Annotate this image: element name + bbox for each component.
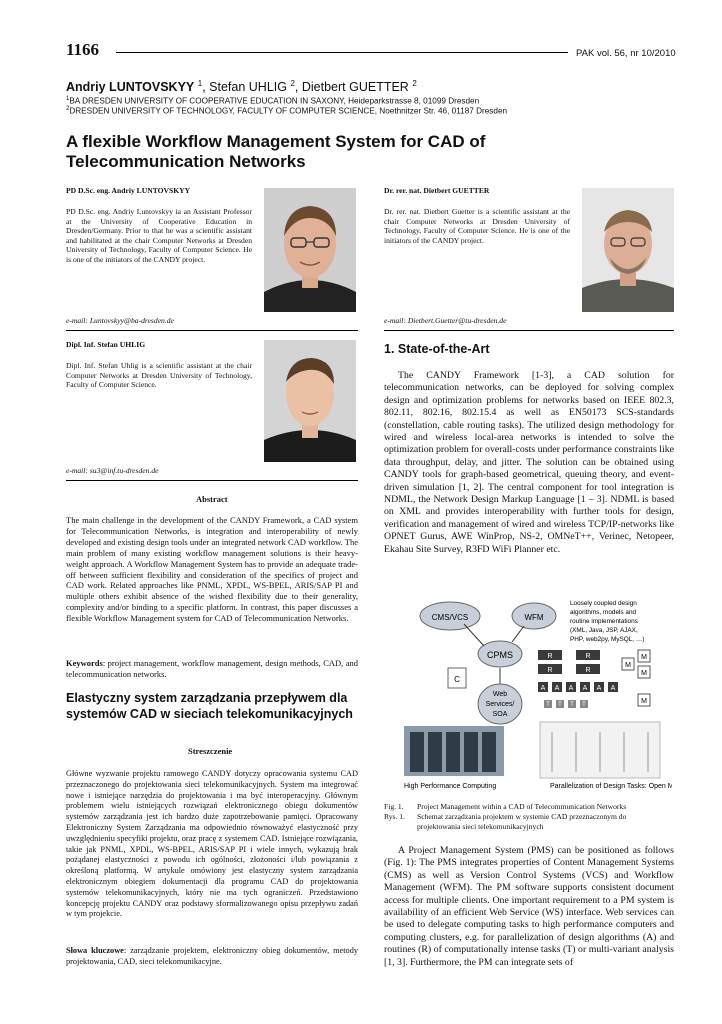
svg-text:A: A <box>610 685 616 692</box>
parallelization-diagram <box>540 722 660 778</box>
svg-text:Services/: Services/ <box>485 701 515 708</box>
svg-text:M: M <box>641 670 647 677</box>
svg-text:A: A <box>582 685 588 692</box>
bio-name-luntovskyy: PD D.Sc. eng. Andriy LUNTOVSKYY <box>66 186 191 195</box>
svg-text:M: M <box>625 662 631 669</box>
section-para-1: The CANDY Framework [1-3], a CAD solution for telecommunication networks, can be deployed for solving complex design and optimization problems for networks based on IEEE 802.3, 802.11, 802.16, 802.15.4 as well as EN50173 SCS-standards (constellation, cable routing tasks). The utilized design methodology for wired and wireless local-area networks is intended to solve the optimization problem for overall-costs under performance constraints like data throughput, delay, and jitter. The solution can be obtained using CANDY tools for graph-based geometrical, queuing theory, and event-driven simulation [1, 2]. The central component for tool integration is NDML, the Network Design Markup Language [1 – 3]. NDML is based on XML and provides interoperability with further tools for design, verification and management of wired and wireless TCP/IP-networks like OPNET Gurus, AWE WinProp, NS-2, OMNeT++, Verinec, Netopeer, Ekahau Site Survey, R3FD WiFi Planner etc. <box>384 370 674 555</box>
note-5: PHP, web2py, MySQL, …) <box>570 636 645 643</box>
photo-guetter <box>582 188 674 312</box>
photo-uhlig <box>264 340 356 462</box>
note-4: (XML, Java, JSP, AJAX, <box>570 627 638 634</box>
header-rule <box>116 52 568 53</box>
svg-text:R: R <box>585 653 591 660</box>
author-3: Dietbert GUETTER <box>301 80 409 95</box>
fig-caption-pl-label: Rys. 1. <box>384 812 406 821</box>
photo-luntovskyy <box>264 188 356 312</box>
bio-name-uhlig: Dipl. Inf. Stefan UHLIG <box>66 340 146 349</box>
hpc-cluster-image <box>404 726 504 776</box>
paper-title: A flexible Workflow Management System for CAD of Telecommunication Networks <box>66 132 486 171</box>
svg-text:SOA: SOA <box>492 711 508 718</box>
bio-text-guetter: Dr. rer. nat. Dietbert Guetter is a scientific assistant at the chair Computer Networks at Dresden University of Technology, Faculty of Computer Science. He is one of the initiators of the CANDY project. <box>384 207 570 245</box>
email-luntovskyy[interactable]: e-mail: Luntovskyy@ba-dresden.de <box>66 316 174 325</box>
bio-name-guetter: Dr. rer. nat. Dietbert GUETTER <box>384 186 490 195</box>
streszczenie-heading: Streszczenie <box>188 746 233 756</box>
section-para-2: A Project Management System (PMS) can be positioned as follows (Fig. 1): The PMS integrates properties of Content Management Systems (CMS) as well as Version Control Systems (VCS) and Workflow Management (WFM). The PM software supports consistent document access for multiple clients. One important requirement to a PM system is availability of an efficient Web Service (WS) interface. Web services can be used to delegate computing tasks to high performance computers and computing clusters, e.g. for parallelization of design algorithms (A) and routines (R) of computationally intense tasks (T) or multi-variant analysis [1, 3]. Furthermore, the PM can integrate sets of <box>384 845 674 968</box>
author-3-sup: 2 <box>412 79 417 88</box>
svg-text:Web: Web <box>492 691 508 698</box>
svg-text:M: M <box>641 654 647 661</box>
fig-caption-label: Fig. 1. <box>384 802 404 811</box>
abstract-text: The main challenge in the development of the CANDY Framework, a CAD system for Telecommunication Networks, is integration and interoperability of newly developed and existing design tools under an integrated network CAD workflow. The main problem of many existing workflow management solutions is their heavy-weight approach. A Workflow Management System has to provide an adequate trade-off between sufficient flexibility and consideration of the specifics of project and CAD work. Related approaches like PNML, XPDL, WS-BPEL, ARIS/SAP PI and multiple others exhibit absence of the wished flexibility due to their generality, complexity and/or binding to a specific platform. In contrast, this paper discusses a flexible Workflow Management system for CAD of Telecommunication Networks. <box>66 515 358 624</box>
abstract-heading: Abstract <box>196 494 228 504</box>
svg-text:R: R <box>547 653 553 660</box>
slowa-kluczowe: Słowa kluczowe: zarządzanie projektem, elektroniczny obieg dokumentów, metody projektowania, CAD, sieci telekomunikacyjne. <box>66 946 358 966</box>
label-wfm: WFM <box>524 613 544 622</box>
label-cms-vcs: CMS/VCS <box>431 613 469 622</box>
svg-text:T: T <box>582 702 586 708</box>
label-cpms: CPMS <box>486 650 514 660</box>
fig-caption: Project Management within a CAD of Telecommunication Networks <box>417 802 627 811</box>
svg-text:A: A <box>554 685 560 692</box>
affiliation-1: $^1$BA DRESDEN UNIVERSITY OF COOPERATIVE EDUCATION IN SAXONY, Heideparkstrasse 8, 01099 Dresden <box>66 96 480 106</box>
note-2: algorithms, models and <box>570 609 637 616</box>
svg-text:T: T <box>558 702 562 708</box>
label-c: C <box>454 675 460 684</box>
author-2-sup: 2 <box>290 79 295 88</box>
bio-text-luntovskyy: PD D.Sc. eng. Andriy Luntovskyy ia an Assistant Professor at the University of Cooperative Education in Dresden/Germany. Prior to that he was a scientific assistant and habilitated at the chair Computer Networks at Dresden University of Technology, Faculty of Computer Science. He is one of the initiators of the CANDY project. <box>66 207 252 264</box>
streszczenie-text: Główne wyzwanie projektu ramowego CANDY dotyczy opracowania systemu CAD przeznaczonego do projektowania sieci telekomunikacyjnych. System ma integrować nowe i istniejące narzędzia do projektowania i ma być interoperacyjny. Głównym problemem wielu istniejących rozwiązań elektronicznego obiegu dokumentów systemów zarządzania jest ich bardzo duże zapotrzebowanie pamięci. Opracowany Elektroniczny System Zarządzania ma odpowiednio równoważyć elastyczność przy uwzględnieniu specyfiki projektu, oraz pracę z systemem CAD. Istniejące rozwiązania, takie jak PNML, XPDL, WS-BPEL, ARIS/SAP PI i wiele innych, wykazują brak pożądanej elastyczności z powodu ich ogólności, złożoności i/lub powiązania z określoną platformą. W artykule omówiony jest elastyczny system zarządzania elektronicznym obiegiem dokumentacji dla programu CAD do projektowania systemów telekomunikacyjnych, który nie ma tych ograniczeń. Przedstawiono koncepcję projektu CANDY oraz podstawy sformalizowanego opisu przepływu zadań w tym projekcie. <box>66 769 358 919</box>
svg-text:R: R <box>585 667 591 674</box>
author-2: Stefan UHLIG <box>209 80 287 95</box>
label-parallel: Parallelization of Design Tasks: Open MPI <box>550 783 672 790</box>
keywords: Keywords: project management, workflow management, design methods, CAD, and telecommunication networks. <box>66 658 358 679</box>
bio-divider <box>66 330 358 331</box>
author-list: Andriy LUNTOVSKYY $^1$, Stefan UHLIG $^2$, Dietbert GUETTER $^2$ <box>66 79 417 95</box>
svg-text:M: M <box>641 698 647 705</box>
note-1: Loosely coupled design <box>570 600 637 607</box>
author-1-sup: 1 <box>197 79 203 88</box>
svg-text:R: R <box>547 667 553 674</box>
author-1: Andriy LUNTOVSKYY <box>66 80 195 95</box>
svg-text:A: A <box>540 685 546 692</box>
email-uhlig[interactable]: e-mail: su3@inf.tu-dresden.de <box>66 466 159 475</box>
svg-text:T: T <box>570 702 574 708</box>
algorithm-blocks <box>538 650 650 708</box>
note-3: routine implementations <box>570 618 638 625</box>
page-number: 1166 <box>66 40 100 59</box>
polish-title: Elastyczny system zarządzania przepływem dla systemów CAD w sieciach telekomunikacyjnych <box>66 691 353 721</box>
email-guetter[interactable]: e-mail: Dietbert.Guetter@tu-dresden.de <box>384 316 507 325</box>
section-heading: 1. State-of-the-Art <box>384 342 490 356</box>
fig-caption-pl: Schemat zarządzania projektem w systemie CAD przeznaczonym do projektowania sieci telekomunikacyjnych <box>417 812 627 831</box>
figure-1 <box>400 592 672 792</box>
svg-text:T: T <box>546 702 550 708</box>
bio-divider-2 <box>66 480 358 481</box>
svg-text:A: A <box>596 685 602 692</box>
bio-text-uhlig: Dipl. Inf. Stefan Uhlig is a scientific assistant at the chair Computer Networks at Dresden University of Technology, Faculty of Computer Science. <box>66 361 252 390</box>
svg-text:A: A <box>568 685 574 692</box>
affiliation-2: $^2$DRESDEN UNIVERSITY OF TECHNOLOGY, FACULTY OF COMPUTER SCIENCE, Noethnitzer Str. 46, 01187 Dresden <box>66 106 508 116</box>
label-hpc: High Performance Computing <box>404 783 497 790</box>
bio-divider-right <box>384 330 674 331</box>
journal-citation: PAK vol. 56, nr 10/2010 <box>576 48 676 59</box>
